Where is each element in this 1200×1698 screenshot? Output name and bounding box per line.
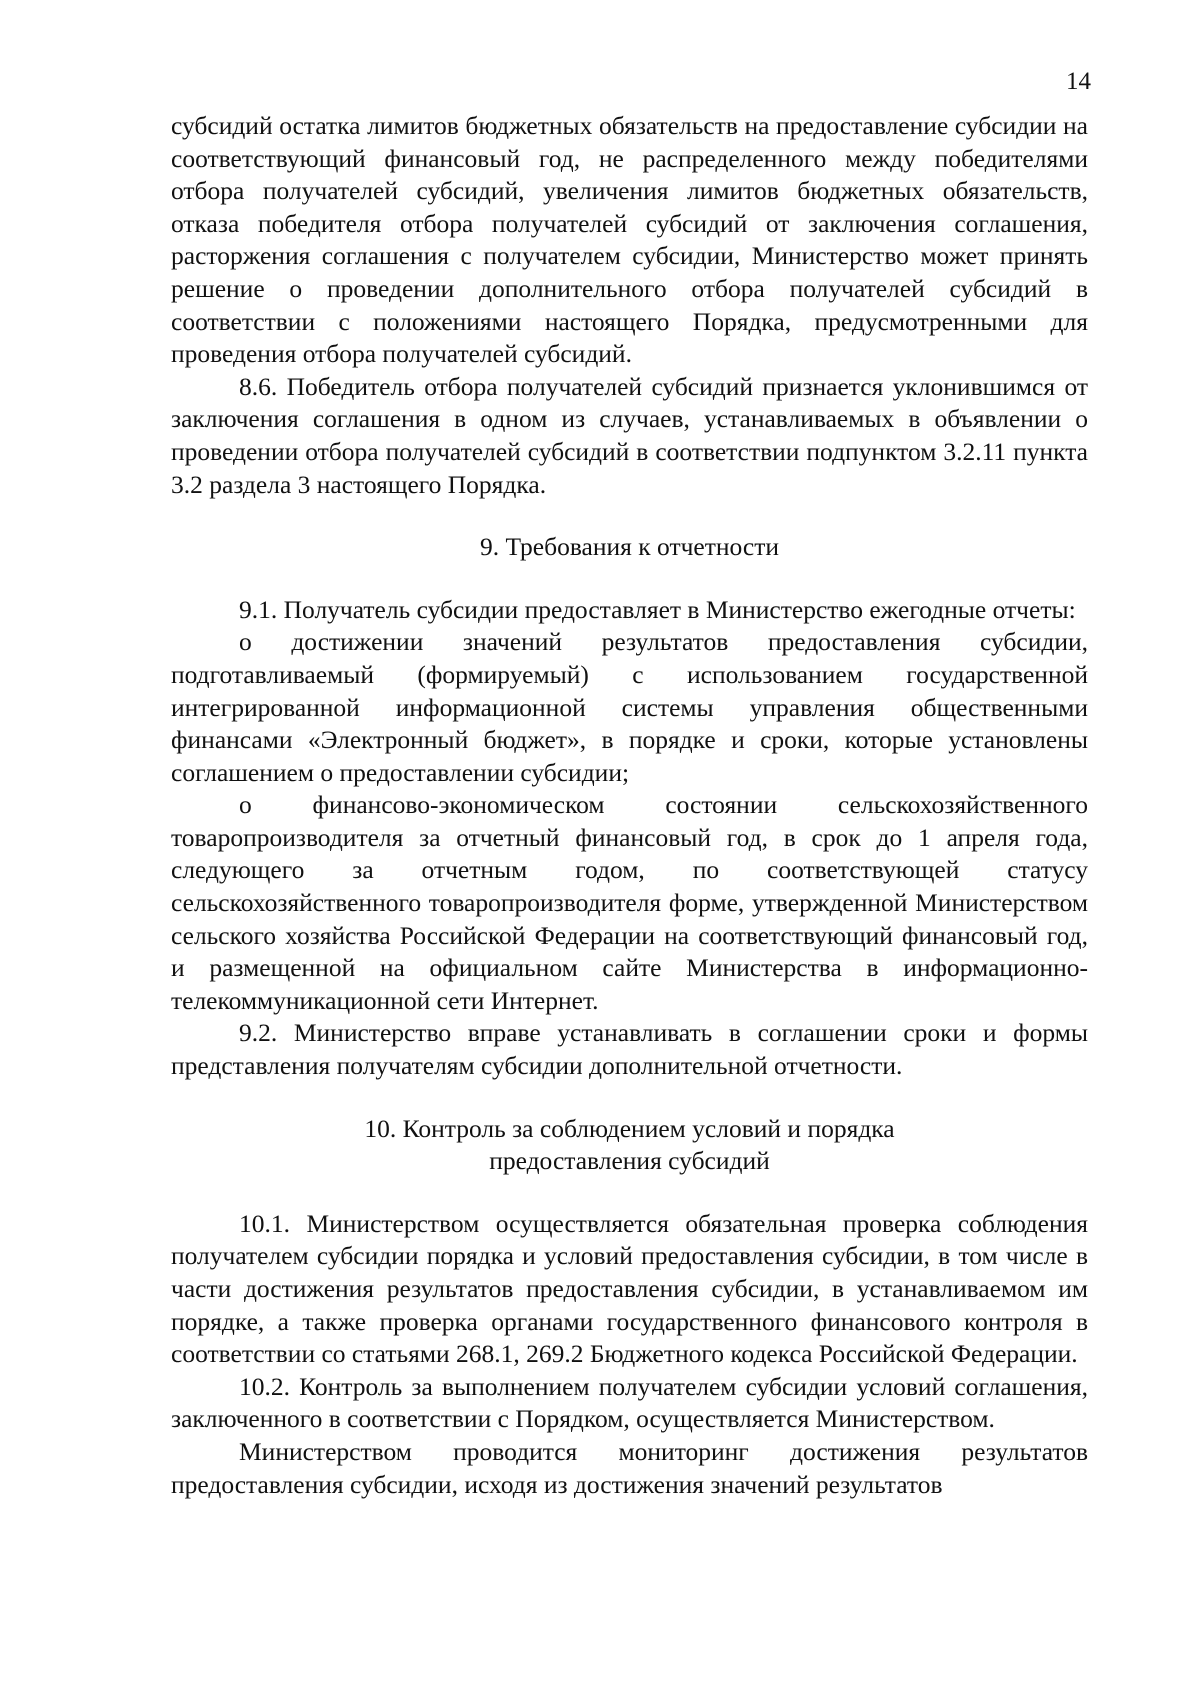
section-heading-9-text: 9. Требования к отчетности [479, 532, 780, 562]
paragraph-9-1-item-financial: о финансово-экономическом состоянии сельскохозяйственного товаропроизводителя за отчетный финансовый год, в срок до 1 апреля года, следующего за отчетным годом, по соответствующей статусу сельскохозяйственного товаропроизводителя форме, утвержденной Министерством сельского хозяйства Российской Федерации на соответствующий финансовый год, и размещенной на официальном сайте Министерства в информационно-телекоммуникационной сети Интернет. [171, 790, 1088, 1015]
paragraph-monitoring: Министерством проводится мониторинг достижения результатов предоставления субсидии, исходя из достижения значений результатов [171, 1436, 1088, 1499]
paragraph-continuation: субсидий остатка лимитов бюджетных обязательств на предоставление субсидии на соответствующий финансовый год, не распределенного между победителями отбора получателей субсидий, увеличения лимитов бюджетных обязательств, отказа победителя отбора получателей субсидий от заключения соглашения, расторжения соглашения с получателем субсидии, Министерство может принять решение о проведении дополнительного отбора получателей субсидий в соответствии с положениями настоящего Порядка, предусмотренными для проведения отбора получателей субсидий. [171, 111, 1088, 369]
paragraph-10-1: 10.1. Министерством осуществляется обязательная проверка соблюдения получателем субсидии порядка и условий предоставления субсидии, в том числе в части достижения результатов предоставления субсидии, в устанавливаемом им порядке, а также проверка органами государственного финансового контроля в соответствии со статьями 268.1, 269.2 Бюджетного кодекса Российской Федерации. [171, 1208, 1088, 1369]
paragraph-10-2: 10.2. Контроль за выполнением получателем субсидии условий соглашения, заключенного в соответствии с Порядком, осуществляется Министерством. [171, 1371, 1088, 1434]
paragraph-9-2: 9.2. Министерство вправе устанавливать в соглашении сроки и формы представления получателям субсидии дополнительной отчетности. [171, 1018, 1088, 1081]
section-heading-10-line2: предоставления субсидий [489, 1146, 770, 1176]
page-number: 14 [1066, 68, 1091, 95]
paragraph-8-6: 8.6. Победитель отбора получателей субсидий признается уклонившимся от заключения соглашения в одном из случаев, устанавливаемых в объявлении о проведении отбора получателей субсидий в соответствии подпунктом 3.2.11 пункта 3.2 раздела 3 настоящего Порядка. [171, 371, 1088, 499]
section-heading-10 [171, 1113, 1088, 1178]
paragraph-9-1-item-results: о достижении значений результатов предоставления субсидии, подготавливаемый (формируемый) с использованием государственной интегрированной информационной системы управления общественными финансами «Электронный бюджет», в порядке и сроки, которые установлены соглашением о предоставлении субсидии; [171, 627, 1088, 787]
document-body [171, 110, 1088, 1501]
paragraph-9-1: 9.1. Получатель субсидии предоставляет в Министерство ежегодные отчеты: [239, 594, 1076, 624]
section-heading-9 [171, 531, 1088, 564]
section-heading-10-line1: 10. Контроль за соблюдением условий и порядка [364, 1113, 895, 1143]
